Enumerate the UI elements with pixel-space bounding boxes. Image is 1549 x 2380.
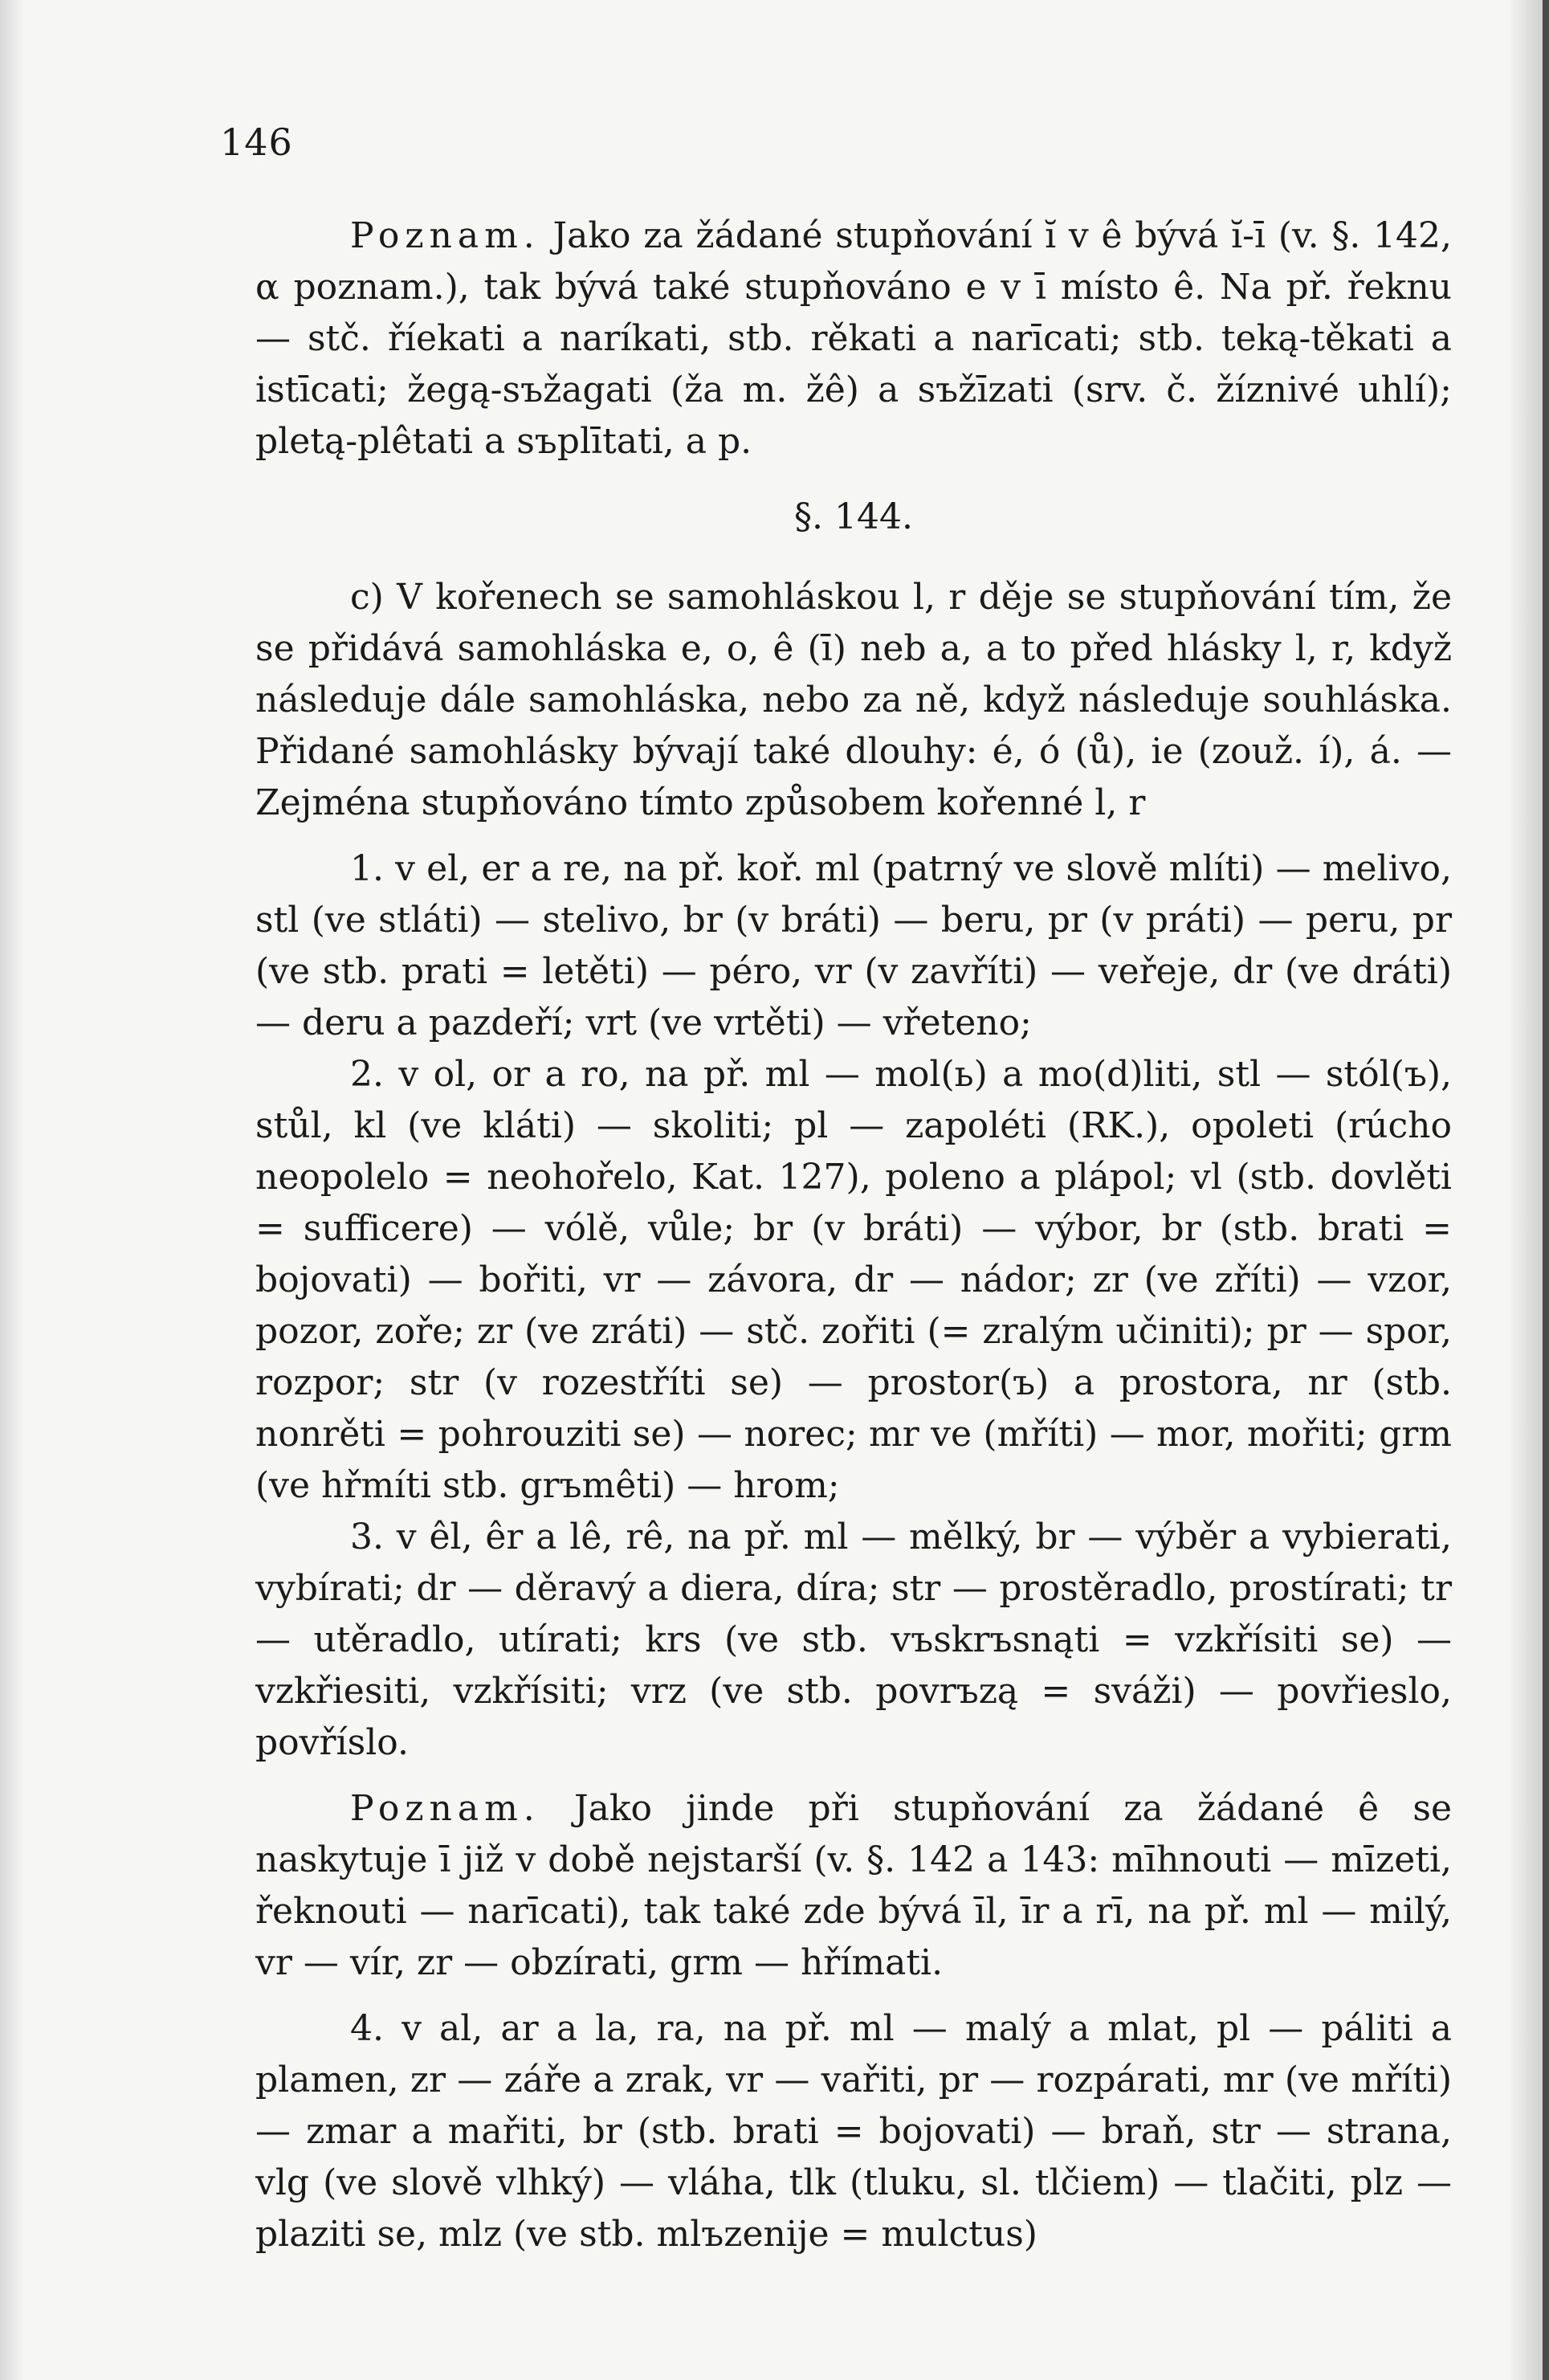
note-paragraph-2 [255,1783,1452,1989]
body-text [255,210,1452,2260]
list-item-1: 1. v el, er a re, na př. koř. ml (patrný ve slově mlíti) — melivo, stl (ve stláti) — stelivo, br (v bráti) — beru, pr (v práti) — peru, pr (ve stb. prati = letěti) — péro, vr (v zavříti) — veřeje, dr (ve dráti) — deru a pazdeří; vrt (ve vrtěti) — vřeteno; [255,848,1452,1043]
note-text-1: Jako za žádané stupňování ĭ v ê bývá ĭ-ī (v. §. 142, α poznam.), tak bývá také stupňováno e v ī místo ê. Na př. řeknu — stč. říekati a naríkati, stb. rěkati a narīcati; stb. teką-těkati a istīcati; žegą-sъžagati (ža m. žê) a sъžīzati (srv. č. žíznivé uhlí); pletą-plêtati a sъplītati, a p. [255,215,1452,462]
note-paragraph-1 [255,210,1452,467]
section-heading: §. 144. [794,496,913,537]
page-left-edge [0,0,24,2380]
note-label-2: Poznam. [350,1788,540,1829]
list-item-3: 3. v êl, êr a lê, rê, na př. ml — mělký, br — výběr a vybierati, vybírati; dr — děravý a diera, díra; str — prostěradlo, prostírati; tr — utěradlo, utírati; krs (ve stb. vъskrъsnąti = vzkřísiti se) — vzkřiesiti, vzkřísiti; vrz (ve stb. povrъzą = sváži) — povřieslo, povříslo. [255,1517,1452,1763]
note-text-2: Jako jinde při stupňování za žádané ê se naskytuje ī již v době nejstarší (v. §. 142 a 143: mīhnouti — mīzeti, řeknouti — narīcati), tak také zde bývá īl, īr a rī, na př. ml — milý, vr — vír, zr — obzírati, grm — hřímati. [255,1788,1452,1983]
list-item-2: 2. v ol, or a ro, na př. ml — mol(ь) a mo(d)liti, stl — stól(ъ), stůl, kl (ve kláti) — skoliti; pl — zapoléti (RK.), opoleti (rúcho neopolelo = neohořelo, Kat. 127), poleno a plápol; vl (stb. dovlěti = sufficere) — vólě, vůle; br (v bráti) — výbor, br (stb. brati = bojovati) — bořiti, vr — závora, dr — nádor; zr (ve zříti) — vzor, pozor, zoře; zr (ve zráti) — stč. zořiti (= zralým učiniti); pr — spor, rozpor; str (v rozestříti se) — prostor(ъ) a prostora, nr (stb. nonrěti = pohrouziti se) — norec; mr ve (mříti) — mor, mořiti; grm (ve hřmíti stb. grъmêti) — hrom; [255,1054,1452,1506]
page-right-edge [1510,0,1543,2380]
page-number: 146 [220,120,293,164]
note-label-1: Poznam. [350,215,540,256]
intro-paragraph: c) V kořenech se samohláskou l, r děje se stupňování tím, že se přidává samohláska e, o, ê (ī) neb a, a to před hlásky l, r, když následuje dále samohláska, nebo za ně, když následuje souhláska. Přidané samohlásky bývají také dlouhy: é, ó (ů), ie (zouž. í), á. — Zejména stupňováno tímto způsobem kořenné l, r [255,577,1452,823]
list-item-4: 4. v al, ar a la, ra, na př. ml — malý a mlat, pl — páliti a plamen, zr — záře a zrak, vr — vařiti, pr — rozpárati, mr (ve mříti) — zmar a mařiti, br (stb. brati = bojovati) — braň, str — strana, vlg (ve slově vlhký) — vláha, tlk (tluku, sl. tlčiem) — tlačiti, plz — plaziti se, mlz (ve stb. mlъzenije = mulctus) [255,2008,1452,2255]
